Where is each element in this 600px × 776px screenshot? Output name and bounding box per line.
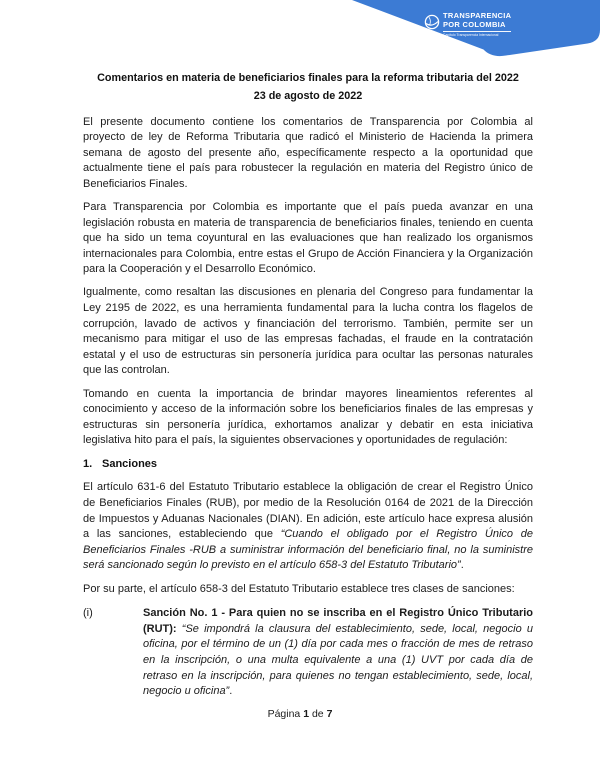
footer-page-number: 1	[303, 708, 310, 720]
org-logo-text	[443, 12, 511, 37]
paragraph-1: El presente documento contiene los comentarios de Transparencia por Colombia al proyecto de ley de Reforma Tributaria que radicó el Ministerio de Hacienda la primera semana de agosto del presente año, específicamente respecto a la oportunidad que actualmente tiene el país para robustecer la regulación en materia del Registro único de Beneficiarios Finales.	[83, 115, 533, 190]
globe-icon	[424, 14, 440, 30]
paragraph-2: Para Transparencia por Colombia es importante que el país pueda avanzar en una legislación robusta en materia de transparencia de beneficiarios finales, teniendo en cuenta que ha sido un tema coyuntural en las evaluaciones que han realizado los organismos internacionales para Colombia, entre estas el Grupo de Acción Financiera y la Organización para la Cooperación y el Desarrollo Económico.	[83, 200, 533, 276]
paragraph-4: Tomando en cuenta la importancia de brindar mayores lineamientos referentes al conocimiento y acceso de la información sobre los beneficiarios finales de las empresas y estructuras sin personería jurídica, exhortamos analizar y debatir en esta iniciativa legislativa hito para el país, la siguientes observaciones y oportunidades de regulación:	[83, 387, 533, 447]
list-marker: (i)	[83, 607, 93, 620]
org-logo	[424, 12, 511, 37]
list-item-sancion-1	[83, 606, 533, 700]
document-date: 23 de agosto de 2022	[253, 89, 363, 102]
section-intro-paragraph: El artículo 631-6 del Estatuto Tributario establece la obligación de crear el Registro Único de Beneficiarios Finales (RUB), por medio de la Resolución 0164 de 2021 de la Dirección de Impuestos y Aduanas Nacionales (DIAN). En adición, este artículo hace expresa alusión a las sanciones, estableciendo que “Cuando el obligado por el Registro Único de Beneficiarios Finales -RUB a suministrar información del beneficiario final, no la suministre será sancionado según lo previsto en el artículo 658-3 del Estatuto Tributario”.	[83, 481, 533, 572]
section-title: Sanciones	[102, 457, 158, 470]
org-logo-tagline: Capítulo Transparencia Internacional	[443, 31, 511, 37]
org-name-line2: POR COLOMBIA	[443, 19, 506, 29]
footer-label: Página	[267, 708, 301, 720]
section-heading-sanciones	[83, 457, 533, 473]
footer-of: de	[311, 708, 324, 720]
section-lead-paragraph: Por su parte, el artículo 658-3 del Estatuto Tributario establece tres clases de sanciones:	[83, 582, 515, 595]
document-title: Comentarios en materia de beneficiarios finales para la reforma tributaria del 2022	[97, 72, 519, 84]
section-number: 1.	[83, 457, 93, 470]
list-item-text: Sanción No. 1 - Para quien no se inscriba en el Registro Único Tributario (RUT): “Se impondrá la clausura del establecimiento, sede, local, negocio u oficina, por el término de un (1) día por cada mes o fracción de mes de retraso en la inscripción, o una multa equivalente a una (1) UVT por cada día de retraso en la inscripción, para quienes no tengan establecimiento, sede, local, negocio u oficina”.	[143, 607, 534, 698]
paragraph-3: Igualmente, como resaltan las discusiones en plenaria del Congreso para fundamentar la Ley 2195 de 2022, es una herramienta fundamental para la lucha contra los flagelos de corrupción, lavado de activos y financiación del terrorismo. También, permite ser un mecanismo para mitigar el uso de las empresas fachadas, el fraude en la contratación estatal y el uso de estructuras sin personería jurídica para ocultar las personas naturales que las controlan.	[83, 286, 533, 377]
org-name-line1: TRANSPARENCIA	[443, 11, 512, 20]
footer-total-pages: 7	[326, 708, 333, 720]
page-footer	[0, 708, 600, 720]
header-banner	[0, 0, 600, 62]
